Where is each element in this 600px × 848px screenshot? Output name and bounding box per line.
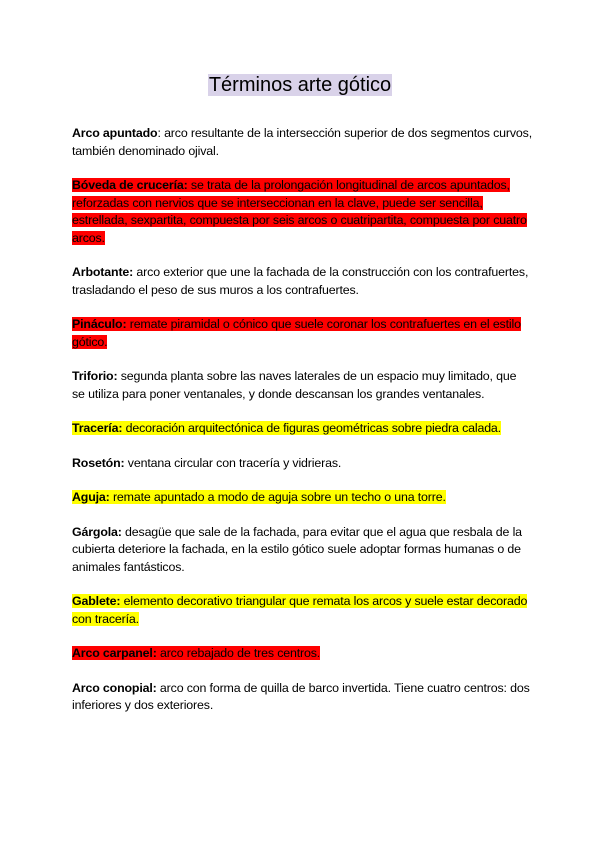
glossary-definition: arco rebajado de tres centros. [156, 646, 321, 660]
glossary-definition: : arco resultante de la intersección superior de dos segmentos curvos, también denominado ojival. [72, 126, 532, 158]
glossary-term: Triforio: [72, 369, 118, 383]
glossary-entry-gablete [72, 593, 532, 628]
glossary-entry-arco-carpanel [72, 645, 532, 663]
glossary-entry-aguja [72, 489, 532, 507]
glossary-term: Arco apuntado [72, 126, 158, 140]
glossary-entry-traceria [72, 420, 532, 438]
glossary-list [72, 125, 532, 732]
glossary-definition: segunda planta sobre las naves laterales de un espacio muy limitado, que se utiliza para poner ventanales, y donde descansan los grandes ventanales. [72, 369, 517, 401]
glossary-entry-boveda-de-cruceria [72, 177, 532, 247]
glossary-term: Gablete: [72, 594, 121, 608]
glossary-entry-roseton [72, 455, 532, 473]
glossary-entry-triforio [72, 368, 532, 403]
glossary-term: Arco conopial: [72, 680, 157, 695]
glossary-term: Arbotante: [72, 265, 134, 279]
glossary-term: Pináculo: [72, 317, 127, 331]
glossary-definition: remate apuntado a modo de aguja sobre un techo o una torre. [109, 490, 446, 504]
glossary-term: Aguja: [72, 490, 110, 504]
glossary-term: Arco carpanel: [72, 646, 157, 660]
glossary-entry-arco-conopial [72, 680, 532, 715]
glossary-definition: elemento decorativo triangular que remata los arcos y suele estar decorado con tracería. [72, 594, 528, 626]
glossary-term: Rosetón: [72, 455, 125, 470]
page-title [0, 73, 600, 97]
glossary-entry-gargola [72, 524, 532, 577]
glossary-definition: se trata de la prolongación longitudinal de arcos apuntados, reforzadas con nervios que se interseccionan en la clave, puede ser sencilla, estrellada, sexpartita, compuesta por seis arcos o cuatripartita, compuesta por cuatro arcos. [72, 178, 527, 245]
glossary-definition: remate piramidal o cónico que suele coronar los contrafuertes en el estilo gótico. [72, 317, 521, 349]
glossary-definition: decoración arquitectónica de figuras geométricas sobre piedra calada. [122, 421, 501, 435]
glossary-term: Gárgola: [72, 524, 122, 539]
glossary-entry-arco-apuntado [72, 125, 532, 160]
glossary-definition: arco con forma de quilla de barco invertida. Tiene cuatro centros: dos inferiores y dos exteriores. [72, 680, 530, 712]
glossary-entry-arbotante [72, 264, 532, 299]
glossary-term: Tracería: [72, 421, 123, 435]
glossary-entry-pinaculo [72, 316, 532, 351]
page-title-text: Términos arte gótico [208, 74, 392, 96]
glossary-definition: arco exterior que une la fachada de la construcción con los contrafuertes, trasladando el peso de sus muros a los contrafuertes. [72, 265, 529, 297]
glossary-definition: ventana circular con tracería y vidrieras. [124, 455, 342, 470]
glossary-definition: desagüe que sale de la fachada, para evitar que el agua que resbala de la cubierta deteriore la fachada, en la estilo gótico suele adoptar formas humanas o de animales fantásticos. [72, 524, 522, 574]
glossary-term: Bóveda de crucería: [72, 178, 188, 192]
